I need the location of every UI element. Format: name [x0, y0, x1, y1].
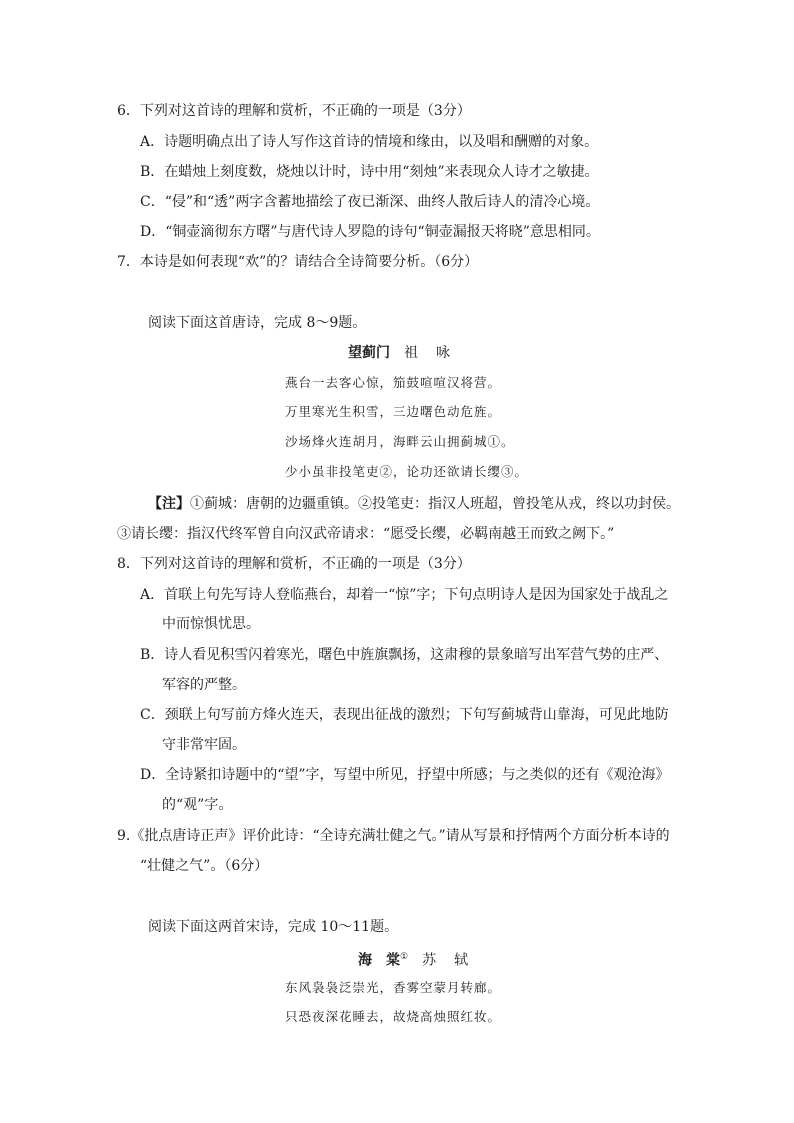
question-8-option-c-line-1: C．颈联上句写前方烽火连天，表现出征战的激烈；下句写蓟城背山靠海，可见此地防 — [140, 707, 669, 723]
question-6-option-b: B．在蜡烛上刻度数，烧烛以计时，诗中用“刻烛”来表现众人诗才之敏捷。 — [140, 164, 599, 180]
question-9-stem-line-2: “壮健之气”。（6分） — [140, 858, 269, 874]
question-8-option-b-line-2: 军容的严整。 — [162, 677, 246, 693]
question-6-option-d: D．“铜壶滴彻东方曙”与唐代诗人罗隐的诗句“铜壶漏报天将晓”意思相同。 — [140, 224, 600, 240]
poem-line-3: 沙场烽火连胡月，海畔云山拥蓟城①。 — [285, 434, 515, 449]
section-intro-song: 阅读下面这两首宋诗，完成 10～11题。 — [148, 919, 399, 935]
poem-title: 望蓟门 — [348, 345, 390, 361]
question-9-stem-line-1: 9.《批点唐诗正声》评价此诗：“全诗充满壮健之气。”请从写景和抒情两个方面分析本诗的 — [117, 828, 670, 844]
annotation-line-1 — [148, 494, 680, 514]
poem-haitang-line-1: 东风袅袅泛崇光，香雾空蒙月转廊。 — [285, 980, 502, 995]
footnote-marker: ① — [400, 952, 409, 962]
question-6-option-c: C．“侵”和“透”两字含蓄地描绘了夜已渐深、曲终人散后诗人的清冷心境。 — [140, 194, 600, 210]
annotation-line-2: ③请长缨：指汉代终军曾自向汉武帝请求：“愿受长缨，必羁南越王而致之阙下。” — [117, 526, 615, 542]
question-8-option-d-line-1: D．全诗紧扣诗题中的“望”字，写望中所见，抒望中所感；与之类似的还有《观沧海》 — [140, 767, 670, 783]
question-8-option-c-line-2: 守非常牢固。 — [162, 737, 246, 753]
section-intro-tang: 阅读下面这首唐诗，完成 8～9题。 — [148, 315, 367, 331]
poem-line-1: 燕台一去客心惊，笳鼓喧喧汉将营。 — [285, 375, 502, 390]
poem-haitang-line-2: 只恐夜深花睡去，故烧高烛照红妆。 — [285, 1009, 502, 1024]
poem-line-2: 万里寒光生积雪，三边曙色动危旌。 — [285, 404, 502, 419]
poem-title-line — [348, 343, 452, 363]
question-7-stem: 7．本诗是如何表现“欢”的？请结合全诗简要分析。（6分） — [117, 254, 479, 270]
poem-line-4: 少小虽非投笔吏②，论功还欲请长缨③。 — [285, 464, 529, 479]
annotation-label: 【注】 — [148, 496, 190, 512]
poem-author-sushi: 苏 轼 — [422, 952, 471, 969]
annotation-text-1: ①蓟城：唐朝的边疆重镇。②投笔吏：指汉人班超，曾投笔从戎，终以功封侯。 — [190, 496, 680, 512]
poem-title-haitang: 海 棠 — [358, 952, 400, 969]
question-8-option-d-line-2: 的“观”字。 — [162, 797, 233, 813]
question-6-stem: 6．下列对这首诗的理解和赏析，不正确的一项是（3分） — [117, 103, 471, 119]
question-8-option-a-line-2: 中而惊惧忧思。 — [162, 616, 260, 632]
question-8-stem: 8．下列对这首诗的理解和赏析，不正确的一项是（3分） — [117, 556, 471, 572]
poem-author: 祖 咏 — [404, 345, 452, 361]
question-6-option-a: A．诗题明确点出了诗人写作这首诗的情境和缘由，以及唱和酬赠的对象。 — [140, 134, 599, 150]
question-8-option-b-line-1: B．诗人看见积雪闪着寒光，曙色中旌旗飘扬，这肃穆的景象暗写出军营气势的庄严、 — [140, 647, 669, 663]
poem-title-line-song — [358, 947, 470, 971]
question-8-option-a-line-1: A．首联上句先写诗人登临燕台，却着一“惊”字；下句点明诗人是因为国家处于战乱之 — [140, 587, 669, 603]
